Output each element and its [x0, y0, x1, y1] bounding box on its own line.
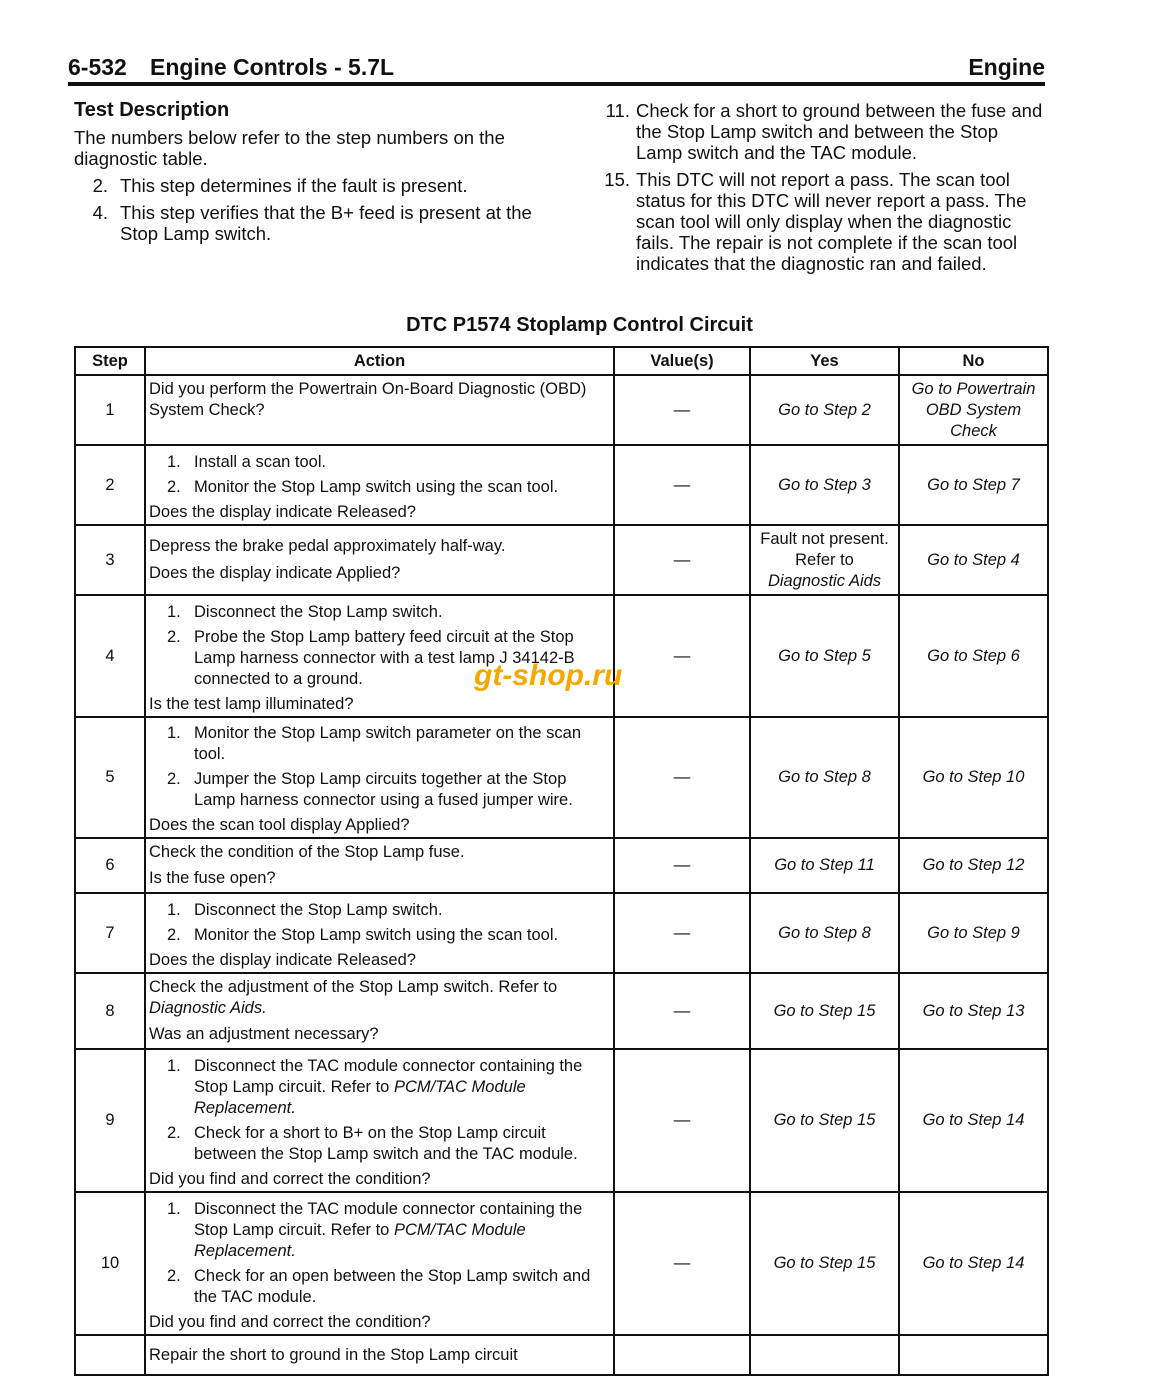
sub-step: 2. Probe the Stop Lamp battery feed circuit at the Stop Lamp harness connector with a test lamp J 34142-B connected to a ground. [167, 627, 575, 688]
yes-cell: Go to Step 5 [750, 595, 899, 717]
sub-step: 2. Check for an open between the Stop Lamp switch and the TAC module. [167, 1266, 591, 1306]
yes-cell [750, 1335, 899, 1375]
no-cell [899, 1335, 1048, 1375]
action-cell: Repair the short to ground in the Stop Lamp circuit [145, 1335, 614, 1375]
action-cell [145, 893, 614, 973]
value-cell [614, 1335, 750, 1375]
step-number: 5 [75, 717, 145, 838]
action-question: Was an adjustment necessary? [149, 1025, 379, 1043]
action-question: Is the fuse open? [149, 869, 276, 887]
header-values: Value(s) [614, 347, 750, 375]
step-number: 7 [75, 893, 145, 973]
no-cell: Go to Step 13 [899, 973, 1048, 1049]
table-row [75, 893, 1048, 973]
no-cell: Go to Step 12 [899, 838, 1048, 893]
table-row [75, 445, 1048, 525]
page-header [68, 54, 1045, 82]
sub-step: 1. Disconnect the TAC module connector containing the Stop Lamp circuit. Refer to PCM/TAC Module Replacement. [167, 1199, 583, 1260]
table-row [75, 595, 1048, 717]
header-rule [68, 82, 1045, 86]
diagnostic-table [74, 346, 1049, 1376]
page-number: 6-532 [68, 54, 127, 80]
step-number: 10 [75, 1192, 145, 1335]
action-cell: Did you perform the Powertrain On-Board Diagnostic (OBD) System Check? [145, 375, 614, 445]
sub-step: 1. Disconnect the TAC module connector containing the Stop Lamp circuit. Refer to PCM/TAC Module Replacement. [167, 1056, 583, 1117]
list-item: 15. This DTC will not report a pass. The scan tool status for this DTC will never report a pass. The scan tool will only display when the diagnostic fails. The repair is not complete if the scan tool indicates that the diagnostic ran and failed. [604, 169, 1027, 274]
yes-cell: Go to Step 11 [750, 838, 899, 893]
header-yes: Yes [750, 347, 899, 375]
watermark-logo [468, 658, 690, 692]
no-cell: Go to Step 6 [899, 595, 1048, 717]
yes-cell: Go to Step 8 [750, 717, 899, 838]
table-row [75, 1049, 1048, 1192]
value-cell: — [614, 1192, 750, 1335]
header-step: Step [75, 347, 145, 375]
value-cell: — [614, 375, 750, 445]
table-title: DTC P1574 Stoplamp Control Circuit [406, 314, 753, 336]
no-cell: Go to Step 4 [899, 525, 1048, 595]
section-title: Engine Controls - 5.7L [150, 54, 395, 80]
value-cell: — [614, 445, 750, 525]
test-description-left [74, 100, 554, 250]
sub-step: 1. Monitor the Stop Lamp switch parameter on the scan tool. [167, 724, 582, 763]
action-question: Did you find and correct the condition? [149, 1169, 431, 1188]
step-number: 6 [75, 838, 145, 893]
action-text: Check the adjustment of the Stop Lamp switch. Refer to Diagnostic Aids. [149, 978, 558, 1017]
table-header-row [75, 347, 1048, 375]
table-row [75, 717, 1048, 838]
step-number: 8 [75, 973, 145, 1049]
action-text: Check the condition of the Stop Lamp fuse. [149, 843, 465, 861]
yes-cell: Go to Step 15 [750, 1049, 899, 1192]
chapter-title: Engine [968, 54, 1045, 80]
step-number [75, 1335, 145, 1375]
header-no: No [899, 347, 1048, 375]
test-description-list-left [74, 175, 554, 244]
action-question: Does the display indicate Released? [149, 502, 416, 521]
watermark-text: gt-shop.ru [474, 659, 623, 692]
action-cell [145, 595, 614, 717]
sub-step: 1. Disconnect the Stop Lamp switch. [167, 602, 443, 621]
action-question: Does the display indicate Applied? [149, 564, 401, 582]
no-cell: Go to Step 10 [899, 717, 1048, 838]
table-row [75, 1335, 1048, 1375]
test-description-intro: The numbers below refer to the step numbers on the diagnostic table. [74, 127, 505, 169]
action-cell [145, 445, 614, 525]
yes-cell: Go to Step 15 [750, 1192, 899, 1335]
table-row [75, 973, 1048, 1049]
yes-cell: Go to Step 2 [750, 375, 899, 445]
action-cell [145, 1192, 614, 1335]
table-row [75, 375, 1048, 445]
action-text: Depress the brake pedal approximately half-way. [149, 537, 506, 555]
no-cell: Go to Step 14 [899, 1049, 1048, 1192]
yes-cell: Go to Step 15 [750, 973, 899, 1049]
value-cell: — [614, 1049, 750, 1192]
step-number: 1 [75, 375, 145, 445]
list-item: 2. This step determines if the fault is present. [92, 175, 468, 196]
action-question: Does the scan tool display Applied? [149, 816, 410, 834]
list-item: 4. This step verifies that the B+ feed is present at the Stop Lamp switch. [92, 202, 532, 244]
no-cell: Go to Powertrain OBD System Check [899, 375, 1048, 445]
sub-step: 2. Monitor the Stop Lamp switch using the scan tool. [167, 925, 559, 944]
value-cell: — [614, 717, 750, 838]
header-action: Action [145, 347, 614, 375]
sub-step: 1. Install a scan tool. [167, 452, 327, 471]
value-cell: — [614, 525, 750, 595]
no-cell: Go to Step 14 [899, 1192, 1048, 1335]
table-row [75, 838, 1048, 893]
yes-cell: Fault not present. Refer to Diagnostic Aids [750, 525, 899, 595]
no-cell: Go to Step 7 [899, 445, 1048, 525]
action-cell [145, 525, 614, 595]
list-item: 11. Check for a short to ground between the fuse and the Stop Lamp switch and between the Stop Lamp switch and the TAC module. [605, 100, 1043, 163]
test-description-list-right [590, 100, 1045, 274]
no-cell: Go to Step 9 [899, 893, 1048, 973]
action-cell [145, 717, 614, 838]
step-number: 9 [75, 1049, 145, 1192]
action-cell [145, 973, 614, 1049]
test-description-right [590, 100, 1045, 280]
sub-step: 1. Disconnect the Stop Lamp switch. [167, 900, 443, 919]
step-number: 2 [75, 445, 145, 525]
action-question: Did you find and correct the condition? [149, 1312, 431, 1331]
table-row [75, 525, 1048, 595]
test-description-heading: Test Description [74, 99, 230, 121]
action-question: Does the display indicate Released? [149, 950, 416, 969]
sub-step: 2. Jumper the Stop Lamp circuits together at the Stop Lamp harness connector using a fused jumper wire. [167, 770, 573, 809]
sub-step: 2. Monitor the Stop Lamp switch using the scan tool. [167, 477, 559, 496]
sub-step: 2. Check for a short to B+ on the Stop Lamp circuit between the Stop Lamp switch and the TAC module. [167, 1123, 578, 1163]
value-cell: — [614, 838, 750, 893]
step-number: 4 [75, 595, 145, 717]
step-number: 3 [75, 525, 145, 595]
value-cell: — [614, 595, 750, 717]
action-question: Is the test lamp illuminated? [149, 694, 354, 713]
action-cell [145, 1049, 614, 1192]
action-cell [145, 838, 614, 893]
yes-cell: Go to Step 8 [750, 893, 899, 973]
value-cell: — [614, 893, 750, 973]
value-cell: — [614, 973, 750, 1049]
yes-cell: Go to Step 3 [750, 445, 899, 525]
table-row [75, 1192, 1048, 1335]
